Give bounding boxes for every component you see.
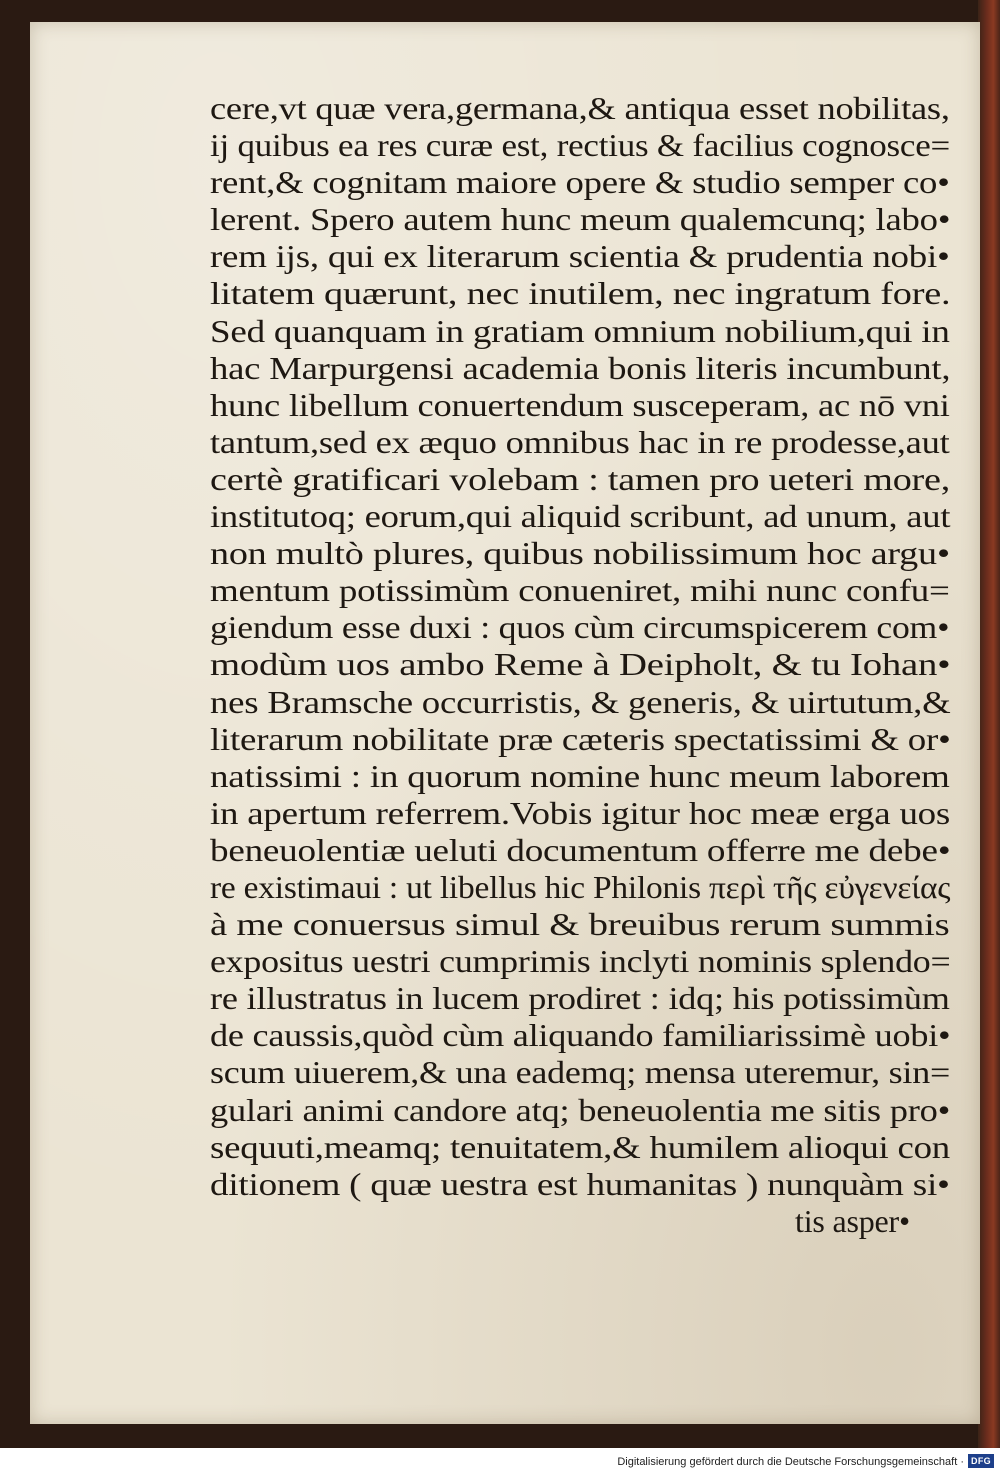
text-line: institutoq; eorum,qui aliquid scribunt, ad unum, aut (210, 498, 951, 535)
text-line: certè gratificari volebam : tamen pro ueteri more, (210, 460, 951, 497)
text-line: hac Marpurgensi academia bonis literis incumbunt, (210, 349, 951, 386)
text-line: scum uiuerem,& una eademq; mensa uteremur, sin= (210, 1054, 951, 1091)
text-line: natissimi : in quorum nomine hunc meum laborem (210, 757, 950, 794)
text-line: gulari animi candore atq; beneuolentia me sitis pro• (210, 1091, 951, 1128)
text-line: tis asper• (795, 1202, 910, 1239)
text-line: nes Bramsche occurristis, & generis, & uirtutum,& (210, 683, 951, 720)
funding-credit: Digitalisierung gefördert durch die Deutsche Forschungsgemeinschaft · (617, 1456, 964, 1468)
text-line: Sed quanquam in gratiam omnium nobilium,qui in (210, 312, 950, 349)
text-line: beneuolentiæ ueluti documentum offerre me debe• (210, 831, 951, 868)
page-text (210, 90, 950, 1240)
text-line: cere,vt quæ vera,germana,& antiqua esset nobilitas, (210, 90, 950, 126)
text-line: non multò plures, quibus nobilissimum hoc argu• (210, 535, 950, 572)
text-line: mentum potissimùm conueniret, mihi nunc confu= (210, 572, 950, 609)
text-line: re existimaui : ut libellus hic Philonis περὶ τῆς εὐγενείας (210, 868, 951, 905)
text-line: in apertum referrem.Vobis igitur hoc meæ erga uos (210, 794, 951, 831)
text-line: ditionem ( quæ uestra est humanitas ) nunquàm si• (210, 1165, 950, 1202)
text-line: de caussis,quòd cùm aliquando familiarissimè uobi• (210, 1017, 951, 1054)
text-line: lerent. Spero autem hunc meum qualemcunq; labo• (210, 201, 951, 238)
dfg-logo: DFG (968, 1454, 994, 1468)
text-line: tantum,sed ex æquo omnibus hac in re prodesse,aut (210, 423, 950, 460)
text-line: hunc libellum conuertendum susceperam, ac nō vni (210, 386, 950, 423)
text-line: giendum esse duxi : quos cùm circumspicerem com• (210, 609, 950, 646)
text-line: expositus uestri cumprimis inclyti nominis splendo= (210, 943, 951, 980)
text-line: à me conuersus simul & breuibus rerum summis (210, 906, 950, 943)
text-line: modùm uos ambo Reme à Deipholt, & tu Iohan• (210, 646, 951, 683)
text-line: rem ijs, qui ex literarum scientia & prudentia nobi• (210, 238, 950, 275)
book-page (30, 22, 980, 1424)
text-line: re illustratus in lucem prodiret : idq; his potissimùm (210, 980, 950, 1017)
text-line: litatem quærunt, nec inutilem, nec ingratum fore. (210, 275, 951, 312)
text-line: rent,& cognitam maiore opere & studio semper co• (210, 164, 950, 201)
text-line: literarum nobilitate præ cæteris spectatissimi & or• (210, 720, 951, 757)
text-line: sequuti,meamq; tenuitatem,& humilem alioqui con (210, 1128, 951, 1165)
text-line: ij quibus ea res curæ est, rectius & facilius cognosce= (210, 127, 951, 164)
